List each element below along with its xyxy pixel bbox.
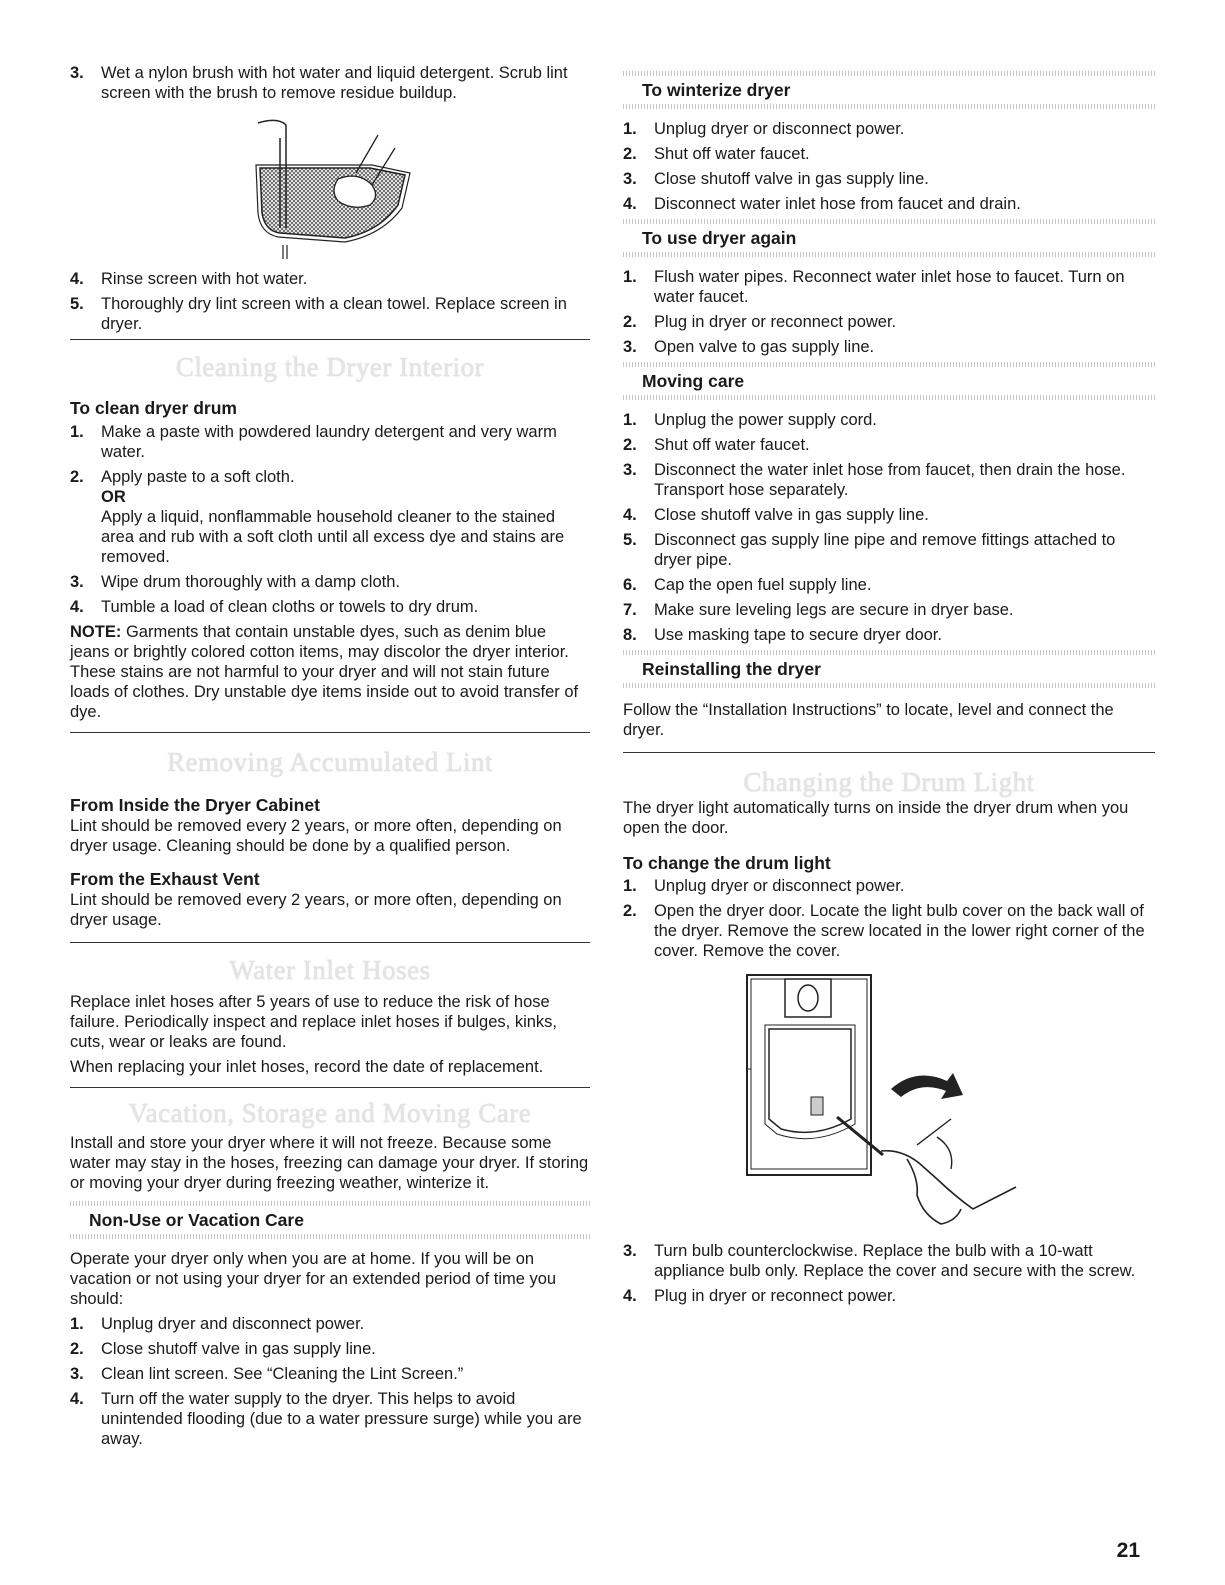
step-number: 3.: [623, 170, 637, 188]
paragraph: Lint should be removed every 2 years, or more often, depending on dryer usage.: [70, 891, 562, 929]
heading-pattern-bottom: [623, 252, 1155, 257]
section-title: Water Inlet Hoses: [229, 955, 431, 985]
step-number: 2.: [623, 436, 637, 454]
step-number: 4.: [623, 1287, 637, 1305]
step-text: Disconnect gas supply line pipe and remove fittings attached to dryer pipe.: [654, 531, 1116, 569]
section-divider: [70, 1087, 590, 1088]
subsection-heading: Reinstalling the dryer: [642, 659, 821, 679]
lint-steps-bottom: [70, 269, 590, 334]
change-steps-top: [623, 876, 1155, 961]
step-number: 1.: [623, 120, 637, 138]
step-text: Disconnect water inlet hose from faucet and drain.: [654, 195, 1021, 213]
list-item: [70, 597, 590, 617]
step-text: Unplug dryer and disconnect power.: [101, 1315, 365, 1333]
subsection-heading: Moving care: [642, 371, 745, 391]
step-text: Unplug dryer or disconnect power.: [654, 120, 905, 138]
note-text: Garments that contain unstable dyes, such as denim blue jeans or brightly colored cotton items, may discolor the dryer interior. These stains are not harmful to your dryer and will not stain future loads of clothes. Dry unstable dye items inside out to avoid transfer of dye.: [70, 623, 579, 721]
subsection-heading: To use dryer again: [642, 228, 797, 248]
paragraph: Operate your dryer only when you are at home. If you will be on vacation or not using your dryer for an extended period of time you should:: [70, 1250, 557, 1308]
list-item: [70, 572, 590, 592]
step-number: 3.: [70, 573, 84, 591]
list-item: [70, 63, 590, 103]
section-divider: [70, 339, 590, 340]
list-item: [623, 530, 1155, 570]
step-number: 2.: [70, 468, 84, 486]
list-item: [623, 575, 1155, 595]
change-steps-bottom: [623, 1241, 1155, 1306]
paragraph: Replace inlet hoses after 5 years of use to reduce the risk of hose failure. Periodically inspect and replace inlet hoses if bulges, kinks, cuts, wear or leaks are found.: [70, 993, 558, 1051]
heading-pattern-bottom: [70, 1234, 590, 1239]
heading-pattern-top: [623, 71, 1155, 76]
section-divider: [70, 942, 590, 943]
heading-pattern-top: [623, 650, 1155, 655]
step-number: 1.: [623, 877, 637, 895]
step-number: 2.: [623, 313, 637, 331]
heading-pattern-top: [623, 219, 1155, 224]
paragraph: Install and store your dryer where it will not freeze. Because some water may stay in the hoses, freezing can damage your dryer. If storing or moving your dryer during freezing weather, winterize it.: [70, 1134, 589, 1192]
drum-steps: [70, 422, 590, 617]
list-item: [623, 460, 1155, 500]
list-item: [70, 269, 590, 289]
paragraph: The dryer light automatically turns on inside the dryer drum when you open the door.: [623, 799, 1129, 837]
step-text: Make sure leveling legs are secure in dryer base.: [654, 601, 1014, 619]
list-item: [623, 1286, 1155, 1306]
nonuse-steps: [70, 1314, 590, 1449]
step-text: Turn off the water supply to the dryer. This helps to avoid unintended flooding (due to a water pressure surge) while you are away.: [101, 1390, 582, 1448]
step-alternative-text: Apply a liquid, nonflammable household cleaner to the stained area and rub with a soft cloth until all excess dye and stains are removed.: [101, 508, 565, 566]
step-text: Tumble a load of clean cloths or towels to dry drum.: [101, 598, 479, 616]
list-item: [623, 267, 1155, 307]
step-text: Unplug dryer or disconnect power.: [654, 877, 905, 895]
step-number: 2.: [623, 902, 637, 920]
step-text: Apply paste to a soft cloth.: [101, 468, 295, 486]
step-text: Cap the open fuel supply line.: [654, 576, 872, 594]
lint-steps-top: [70, 63, 590, 103]
step-number: 6.: [623, 576, 637, 594]
step-text: Flush water pipes. Reconnect water inlet hose to faucet. Turn on water faucet.: [654, 268, 1125, 306]
step-text: Close shutoff valve in gas supply line.: [654, 506, 929, 524]
section-title: Cleaning the Dryer Interior: [175, 352, 485, 382]
step-text: Rinse screen with hot water.: [101, 270, 308, 288]
step-text: Plug in dryer or reconnect power.: [654, 1287, 897, 1305]
step-number: 2.: [623, 145, 637, 163]
list-item: [70, 422, 590, 462]
heading-pattern-bottom: [623, 683, 1155, 688]
list-item: [70, 1389, 590, 1449]
step-number: 3.: [623, 338, 637, 356]
step-text: Thoroughly dry lint screen with a clean towel. Replace screen in dryer.: [101, 295, 567, 333]
list-item: [623, 901, 1155, 961]
step-number: 3.: [70, 64, 84, 82]
moving-steps: [623, 410, 1155, 645]
step-number: 4.: [70, 598, 84, 616]
step-number: 3.: [623, 461, 637, 479]
step-number: 4.: [70, 270, 84, 288]
step-number: 3.: [623, 1242, 637, 1260]
heading-pattern-bottom: [623, 104, 1155, 109]
left-column: [70, 63, 590, 1454]
section-title: Changing the Drum Light: [743, 767, 1035, 797]
list-item: [70, 467, 590, 567]
list-item: [623, 435, 1155, 455]
right-column: [623, 63, 1155, 1311]
paragraph: Lint should be removed every 2 years, or more often, depending on dryer usage. Cleaning should be done by a qualified person.: [70, 817, 562, 855]
step-number: 1.: [70, 423, 84, 441]
step-number: 1.: [623, 268, 637, 286]
lint-screen-illustration: [230, 113, 470, 263]
note-label: NOTE:: [70, 623, 122, 641]
step-text: Wipe drum thoroughly with a damp cloth.: [101, 573, 400, 591]
step-text: Open valve to gas supply line.: [654, 338, 875, 356]
step-text: Use masking tape to secure dryer door.: [654, 626, 942, 644]
step-number: 2.: [70, 1340, 84, 1358]
paragraph: When replacing your inlet hoses, record the date of replacement.: [70, 1058, 544, 1076]
step-number: 4.: [70, 1390, 84, 1408]
list-item: [623, 194, 1155, 214]
step-text: Shut off water faucet.: [654, 145, 810, 163]
subsection-heading: To winterize dryer: [642, 80, 791, 100]
list-item: [623, 876, 1155, 896]
list-item: [623, 600, 1155, 620]
list-item: [623, 312, 1155, 332]
step-number: 1.: [70, 1315, 84, 1333]
step-number: 4.: [623, 195, 637, 213]
step-text: Turn bulb counterclockwise. Replace the bulb with a 10-watt appliance bulb only. Replace the cover and secure with the screw.: [654, 1242, 1136, 1280]
section-divider: [623, 752, 1155, 753]
step-number: 3.: [70, 1365, 84, 1383]
paragraph: Follow the “Installation Instructions” to locate, level and connect the dryer.: [623, 701, 1114, 739]
list-item: [70, 1314, 590, 1334]
drum-light-illustration: [741, 969, 1041, 1229]
list-item: [623, 119, 1155, 139]
subsection-heading: To clean dryer drum: [70, 398, 237, 418]
step-number: 1.: [623, 411, 637, 429]
heading-pattern-bottom: [623, 395, 1155, 400]
step-text: Unplug the power supply cord.: [654, 411, 877, 429]
step-number: 5.: [623, 531, 637, 549]
list-item: [623, 169, 1155, 189]
step-text: Plug in dryer or reconnect power.: [654, 313, 897, 331]
list-item: [70, 1364, 590, 1384]
list-item: [623, 144, 1155, 164]
step-text: Close shutoff valve in gas supply line.: [101, 1340, 376, 1358]
step-text: Wet a nylon brush with hot water and liquid detergent. Scrub lint screen with the brush to remove residue buildup.: [101, 64, 568, 102]
section-divider: [70, 732, 590, 733]
step-text: Shut off water faucet.: [654, 436, 810, 454]
step-text: Disconnect the water inlet hose from faucet, then drain the hose. Transport hose separately.: [654, 461, 1126, 499]
subsection-heading: From the Exhaust Vent: [70, 869, 260, 889]
note-paragraph: [70, 622, 590, 722]
step-text: Clean lint screen. See “Cleaning the Lint Screen.”: [101, 1365, 464, 1383]
list-item: [623, 410, 1155, 430]
step-text: Make a paste with powdered laundry detergent and very warm water.: [101, 423, 557, 461]
list-item: [70, 1339, 590, 1359]
list-item: [623, 625, 1155, 645]
heading-pattern-top: [70, 1201, 590, 1206]
use-again-steps: [623, 267, 1155, 357]
winterize-steps: [623, 119, 1155, 214]
subsection-heading: From Inside the Dryer Cabinet: [70, 795, 320, 815]
or-label: OR: [101, 488, 126, 506]
heading-pattern-top: [623, 362, 1155, 367]
section-title: Removing Accumulated Lint: [167, 747, 493, 777]
subsection-heading: To change the drum light: [623, 853, 831, 873]
page-number: 21: [1116, 1539, 1140, 1562]
section-title: Vacation, Storage and Moving Care: [128, 1098, 532, 1128]
list-item: [623, 505, 1155, 525]
list-item: [623, 337, 1155, 357]
step-text: Open the dryer door. Locate the light bulb cover on the back wall of the dryer. Remove the screw located in the lower right corner of the cover. Remove the cover.: [654, 902, 1145, 960]
step-number: 7.: [623, 601, 637, 619]
list-item: [70, 294, 590, 334]
step-number: 5.: [70, 295, 84, 313]
step-number: 8.: [623, 626, 637, 644]
step-number: 4.: [623, 506, 637, 524]
step-text: Close shutoff valve in gas supply line.: [654, 170, 929, 188]
subsection-heading: Non-Use or Vacation Care: [89, 1210, 304, 1230]
list-item: [623, 1241, 1155, 1281]
